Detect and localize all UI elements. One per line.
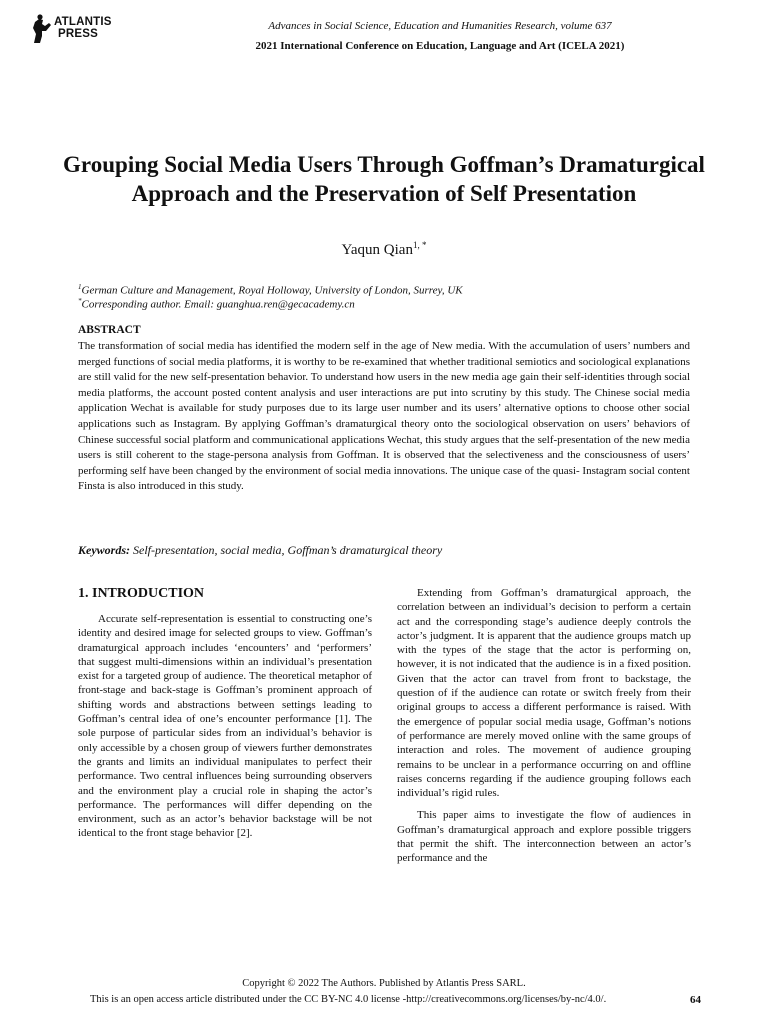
- affiliation-mark: 1: [78, 283, 82, 291]
- left-column: [78, 586, 372, 849]
- right-column: [397, 586, 691, 874]
- license-notice: This is an open access article distributed under the CC BY-NC 4.0 license -http://creativecommons.org/licenses/by-nc/4.0/.: [90, 994, 607, 1005]
- abstract-heading: ABSTRACT: [78, 324, 141, 336]
- atlantis-figure-icon: [30, 14, 52, 44]
- author-marks: 1, *: [412, 240, 427, 250]
- affiliation-mark: *: [78, 297, 82, 305]
- keywords: [78, 543, 690, 558]
- keywords-label: Keywords:: [78, 543, 130, 557]
- page-number: 64: [690, 994, 701, 1006]
- author-name: Yaqun Qian: [341, 242, 413, 258]
- affiliation-text: German Culture and Management, Royal Holloway, University of London, Surrey, UK: [81, 284, 463, 297]
- abstract-text: The transformation of social media has identified the modern self in the age of New media. With the accumulation of users’ numbers and merged functions of social media platforms, it is worthy to be re-examined that whether traditional semiotics and sociological explanations are still valid for the new self-presentation behavior. To understand how users in the new media age gain their self-identities through social media platforms, the account posted content analysis and user interactions are put into scrutiny by this study. The Chinese social media application Wechat is available for study purposes due to its large user number and its users’ alternative options to choose other social applications such as Instagram. By applying Goffman’s dramaturgical theory onto the sociological observation on users’ behaviors of Chinese successful social platform and communicational applications Wechat, this study argues that the self-presentation of the new media users is still coherent to the stage-persona analysis from Goffman. It is observed that the selectiveness and the consciousness of users’ performing self have been changed by the environment of social media innovations. The unique case of the quasi- Instagram social content Finsta is also introduced in this study.: [78, 340, 690, 493]
- keywords-text: Self-presentation, social media, Goffman’s dramaturgical theory: [133, 543, 443, 557]
- conference-name: 2021 International Conference on Education, Language and Art (ICELA 2021): [255, 40, 625, 52]
- logo-line-2: PRESS: [58, 28, 98, 40]
- paragraph: Accurate self-representation is essential to constructing one’s identity and desired image for selected groups to view. Goffman’s dramaturgical approach includes ‘encounters’ and ‘performers’ that suggest multi-dimensions within an individual’s presentation exist for a targeted group of audience. The theoretical metaphor of front-stage and back-stage is Goffman’s prominent approach of shifting words and abstractions between settings leading to Goffman’s central idea of one’s encounter performance [1]. The sole purpose of particular sides from an individual’s behavior is only accessible by a chosen group of viewers further demonstrates the grants and limits an individual manipulates to perfect their performance. Two central influences being surrounding observers and the environment play a crucial role in shaping the actor’s performance. The performances will differ depending on the environment, such as an actor’s behavior backstage will be not identical to the front stage behavior [2].: [78, 613, 372, 840]
- paper-title: Grouping Social Media Users Through Goffman’s Dramaturgical Approach and the Preservation of Self Presentation: [63, 152, 705, 206]
- paragraph: This paper aims to investigate the flow of audiences in Goffman’s dramaturgical approach and explore possible triggers that permit the shift. The interconnection between an actor’s performance and the: [397, 809, 691, 865]
- section-heading: 1. INTRODUCTION: [78, 586, 205, 601]
- logo-text: [54, 16, 112, 40]
- affiliation-text: Corresponding author. Email: guanghua.ren@gecacademy.cn: [81, 298, 355, 311]
- corresponding-author: [78, 294, 698, 312]
- paragraph: Extending from Goffman’s dramaturgical approach, the correlation between an individual’s decision to perform a certain act and the corresponding stage’s audience deeply controls the actor’s judgment. It is apparent that the audience groups match up with the types of the stage that the actor is performing on, however, it is not indicated that the audience is in a fixed position. Given that the actor can travel from front to backstage, the question of if the audience can rotate or switch freely from their original groups to access a different performance is raised. With the emergence of popular social media usage, Goffman’s notions of performance are merely moved online with the same groups of interaction and roles. The movement of audience grouping remains to be unclear in a performance occurring on and offline raises concerns regarding if the audience grouping follows each individual’s rigid rules.: [397, 587, 691, 800]
- publisher-logo: [30, 14, 130, 46]
- author-line: [0, 240, 768, 259]
- copyright-notice: Copyright © 2022 The Authors. Published by Atlantis Press SARL.: [242, 978, 526, 989]
- logo-line-1: ATLANTIS: [54, 16, 112, 28]
- journal-name: Advances in Social Science, Education and Humanities Research, volume 637: [268, 20, 612, 32]
